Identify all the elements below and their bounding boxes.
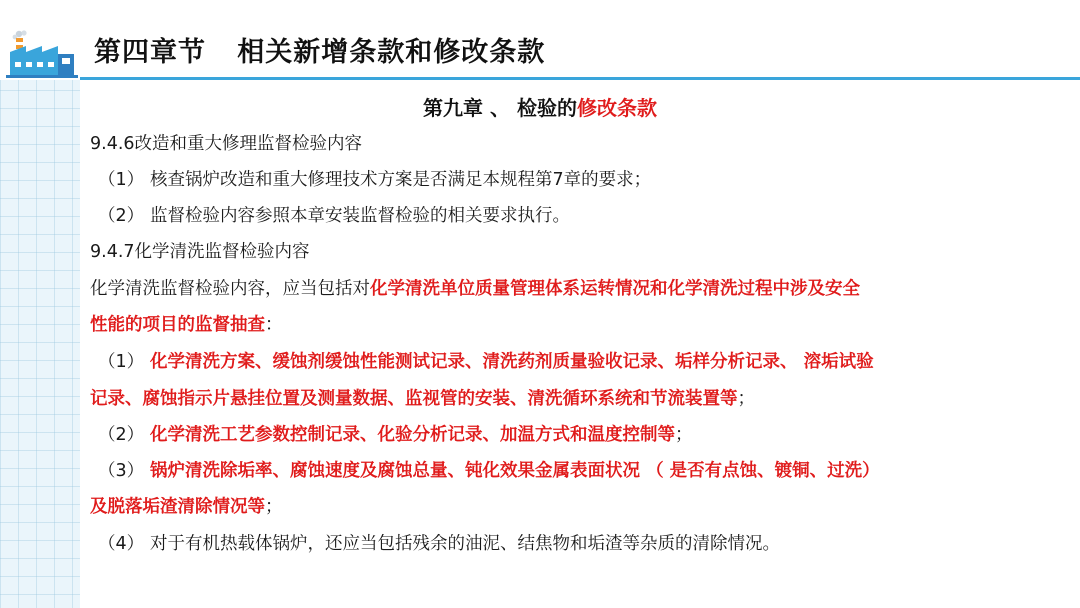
- clause-item: [98, 458, 880, 484]
- clause-item-continued: [90, 494, 283, 520]
- clause-item: [98, 203, 570, 229]
- item-highlight: 记录、腐蚀指示片悬挂位置及测量数据、监视管的安装、清洗循环系统和节流装置等: [90, 389, 738, 409]
- item-number: （2）: [98, 206, 145, 226]
- item-text: 对于有机热载体锅炉，还应当包括残余的油泥、结焦物和垢渣等杂质的清除情况。: [150, 534, 780, 554]
- item-text: ；: [737, 389, 755, 409]
- item-highlight: 锅炉清洗除垢率、腐蚀速度及腐蚀总量、钝化效果金属表面状况 （ 是否有点蚀、镀铜、过洗）: [150, 461, 880, 481]
- item-highlight: 化学清洗工艺参数控制记录、化验分析记录、加温方式和温度控制等: [150, 425, 675, 445]
- item-text: 监督检验内容参照本章安装监督检验的相关要求执行。: [150, 206, 570, 226]
- item-highlight: 及脱落垢渣清除情况等: [90, 497, 265, 517]
- left-grid-strip: [0, 80, 80, 608]
- factory-icon: [6, 28, 78, 78]
- section-heading-text: 第九章 、 检验的: [423, 96, 577, 120]
- item-text: 核查锅炉改造和重大修理技术方案是否满足本规程第7章的要求；: [150, 170, 652, 190]
- section-heading-highlight: 修改条款: [576, 96, 657, 120]
- clause-paragraph-continued: [90, 312, 283, 338]
- item-number: （1）: [98, 352, 145, 372]
- clause-item: [98, 422, 693, 448]
- item-text: ；: [675, 425, 693, 445]
- clause-item: [98, 349, 874, 375]
- clause-item: [98, 167, 651, 193]
- clause-heading-9-4-6: 9.4.6改造和重大修理监督检验内容: [90, 134, 363, 154]
- paragraph-text: ：: [265, 315, 283, 335]
- section-heading: [0, 92, 1080, 121]
- clause-item: [98, 531, 780, 557]
- item-text: ；: [265, 497, 283, 517]
- paragraph-text: 化学清洗监督检验内容，应当包括对: [90, 279, 370, 299]
- paragraph-highlight: 性能的项目的监督抽查: [90, 315, 265, 335]
- item-number: （1）: [98, 170, 145, 190]
- item-number: （3）: [98, 461, 145, 481]
- clause-item-continued: [90, 386, 755, 412]
- clause-paragraph: [90, 276, 860, 302]
- page-title: 第四章节 相关新增条款和修改条款: [94, 37, 546, 68]
- content-panel: [80, 80, 1080, 608]
- paragraph-highlight: 化学清洗单位质量管理体系运转情况和化学清洗过程中涉及安全: [370, 279, 860, 299]
- item-number: （2）: [98, 425, 145, 445]
- clause-heading-9-4-7: 9.4.7化学清洗监督检验内容: [90, 242, 310, 262]
- item-highlight: 化学清洗方案、缓蚀剂缓蚀性能测试记录、清洗药剂质量验收记录、垢样分析记录、 溶垢试验: [150, 352, 874, 372]
- item-number: （4）: [98, 534, 145, 554]
